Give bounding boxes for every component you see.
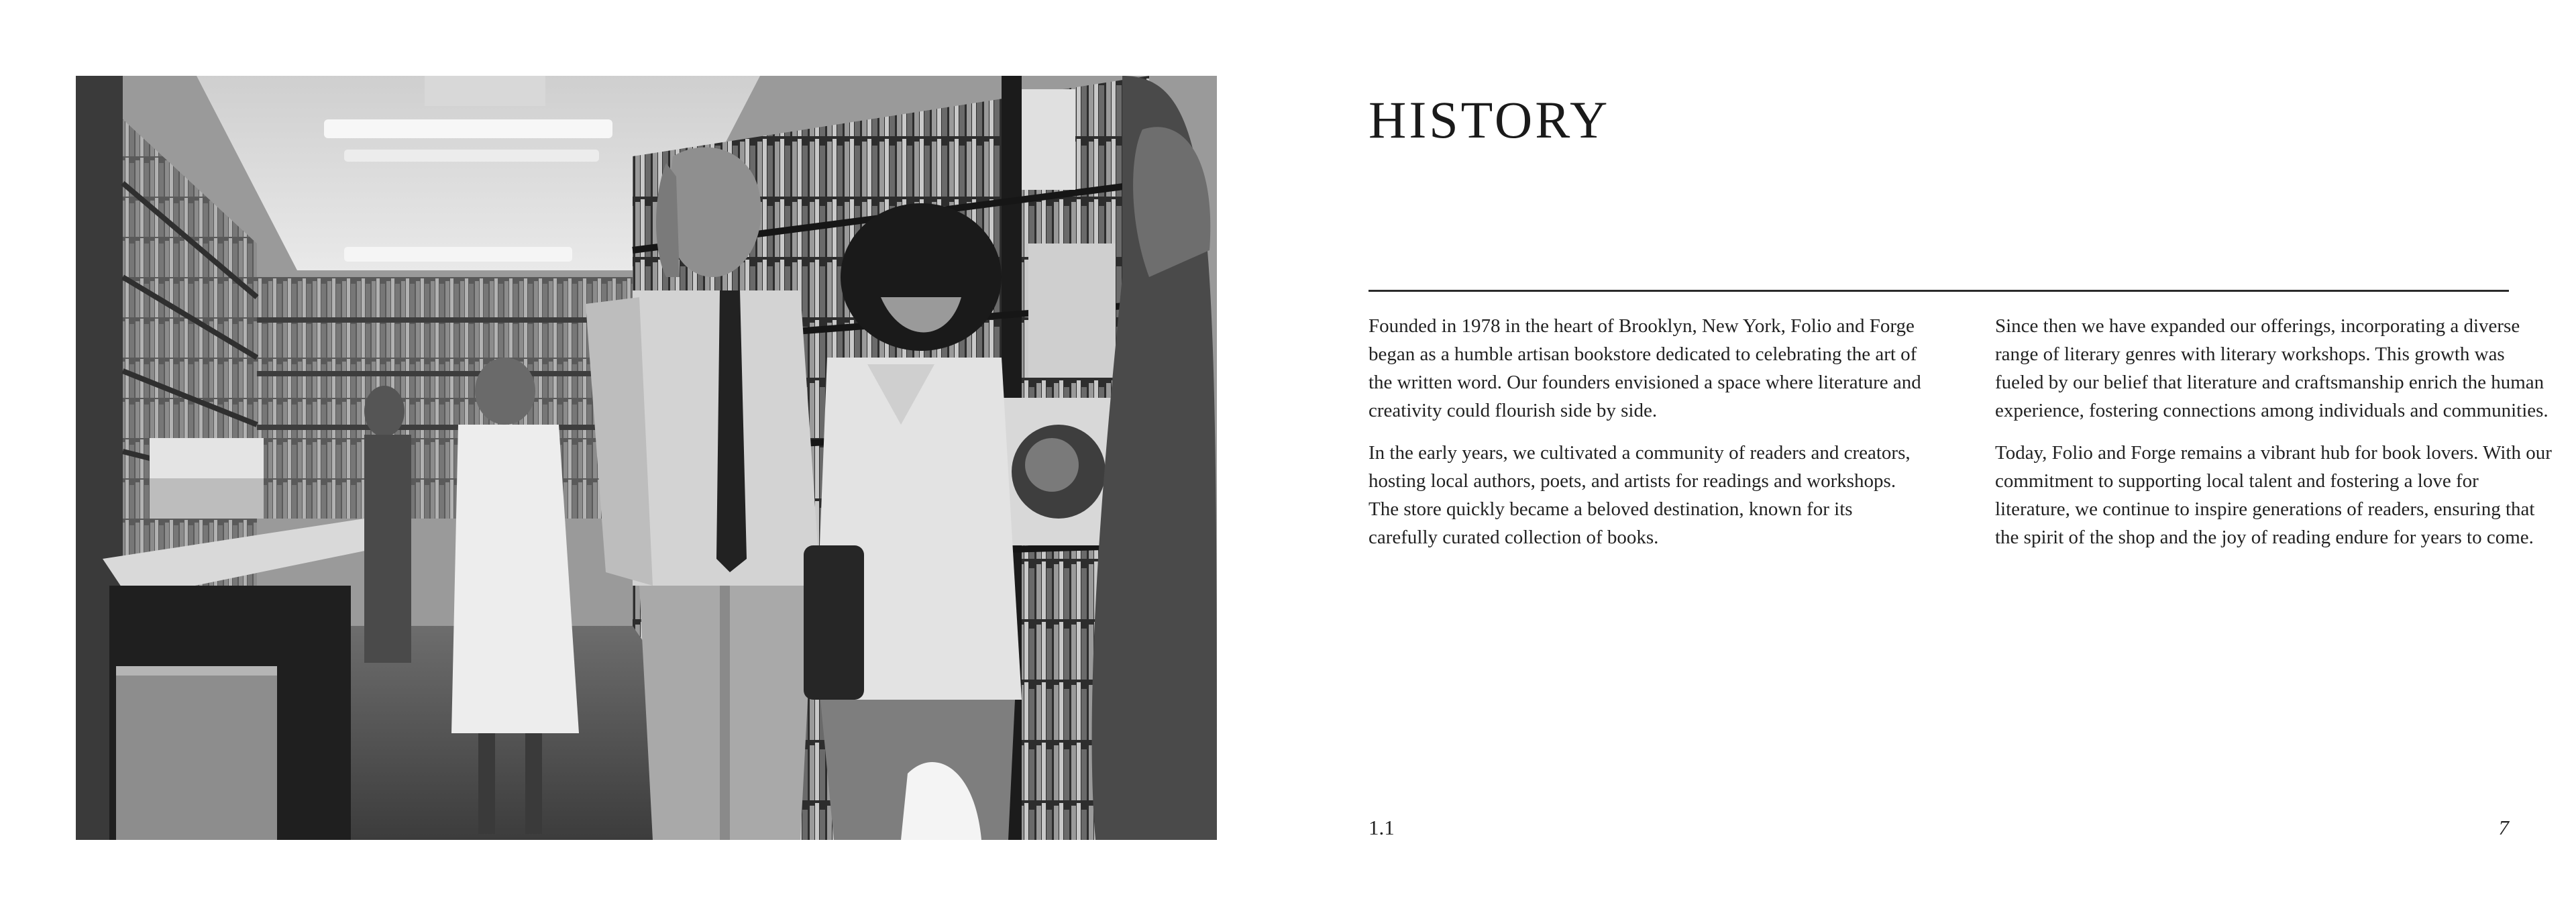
page-title: HISTORY [1368, 91, 1611, 149]
page-number: 7 [2498, 816, 2509, 839]
bookstore-photo [76, 76, 1217, 840]
paragraph-early-years: In the early years, we cultivated a community of readers and creators, hosting local authors, poets, and artists for readings and workshops. The store quickly became a beloved destination, known for its carefully curated collection of books. [1368, 442, 1911, 548]
section-number: 1.1 [1368, 816, 1395, 839]
paragraph-founding: Founded in 1978 in the heart of Brooklyn, New York, Folio and Forge began as a humble artisan bookstore dedicated to celebrating the art of the written word. Our founders envisioned a space where literature and creativity could flourish side by side. [1368, 315, 1921, 421]
paragraph-expansion: Since then we have expanded our offerings, incorporating a diverse range of literary genres with literary workshops. This growth was fueled by our belief that literature and craftsmanship enrich the human experience, fostering connections among individuals and communities. [1995, 315, 2548, 421]
text-column-right [1995, 312, 2552, 566]
paragraph-today: Today, Folio and Forge remains a vibrant hub for book lovers. With our commitment to supporting local talent and fostering a love for literature, we continue to inspire generations of readers, ensuring that the spirit of the shop and the joy of reading endure for years to come. [1995, 442, 2552, 548]
text-column-left [1368, 312, 1925, 566]
divider-rule [1368, 290, 2509, 292]
